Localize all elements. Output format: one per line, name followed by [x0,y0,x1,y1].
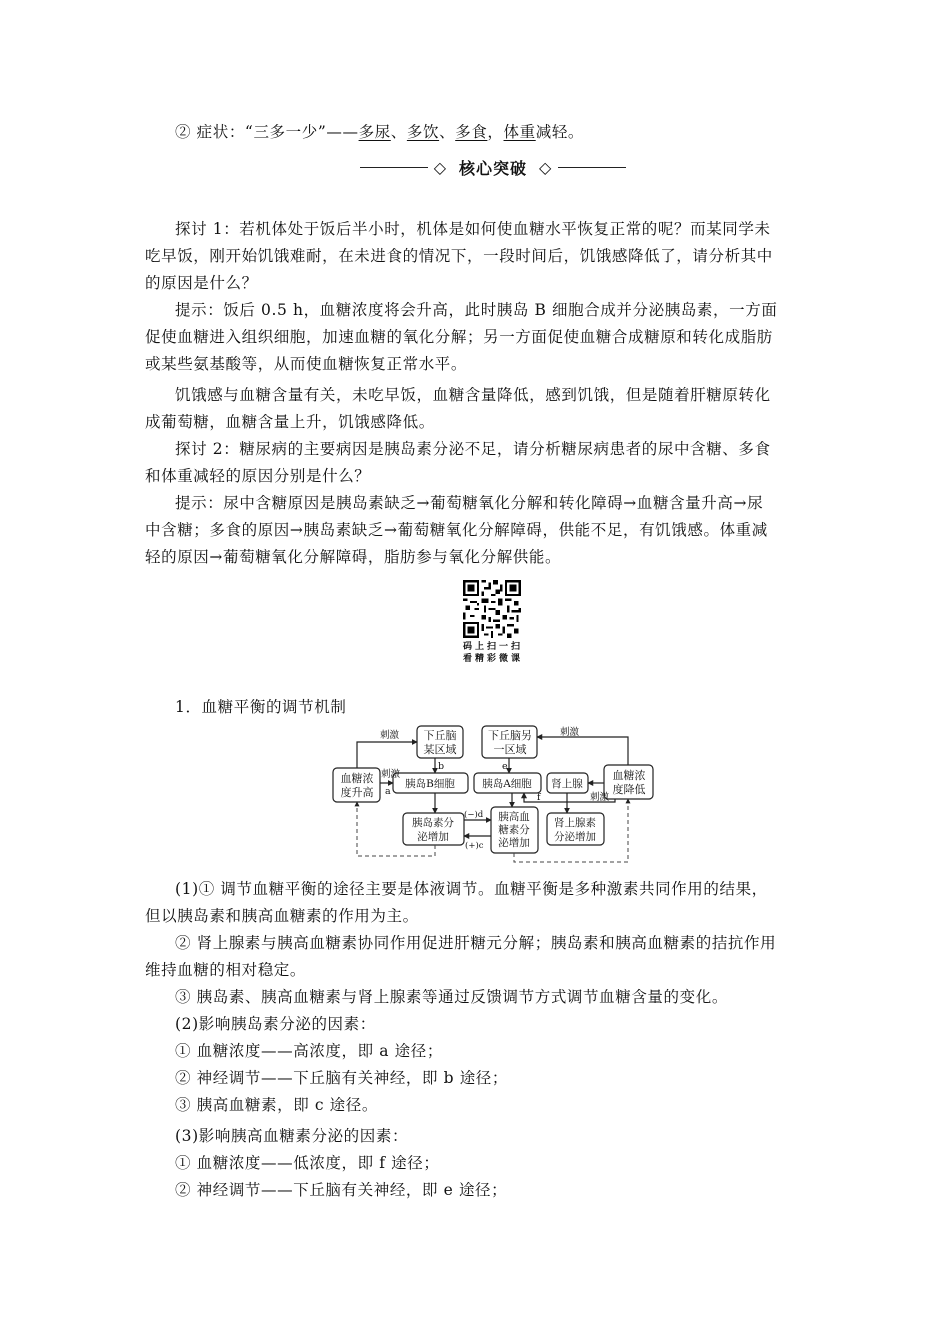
p3-title: (3)影响胰高血糖素分泌的因素： [175,1127,409,1145]
insulin-line2: 泌增加 [417,831,449,843]
hypo2-line2: 一区域 [493,743,527,756]
low-line2: 度降低 [612,783,646,796]
heading-rule-left [360,167,428,168]
hypo1-line2: 某区域 [423,743,457,756]
symptom-weight: 体重 [503,123,536,141]
hint2-line: 提示：尿中含糖原因是胰岛素缺乏→葡萄糖氧化分解和转化障碍→血糖含量升高→尿 [175,494,764,512]
arrow-stim-to-hypo2 [537,737,628,765]
hint1-line: 促使血糖进入组织细胞，加速血糖的氧化分解；另一方面促使血糖合成糖原和转化成脂肪 [145,328,773,346]
p3-item: ① 血糖浓度——低浓度，即 f 途径； [175,1154,440,1172]
p1-2-line: 维持血糖的相对稳定。 [145,961,307,979]
heading-rule-right [558,167,626,168]
stim-label-mid-left: 刺激 [381,769,401,780]
hint2-line: 轻的原因→葡萄糖氧化分解障碍，脂肪参与氧化分解供能。 [145,548,562,566]
heading-diamond-right: ◇ [539,157,553,177]
symptom-polyuria: 多尿 [358,123,391,141]
label-c: (+)c [465,841,484,851]
p3-item: ② 神经调节——下丘脑有关神经，即 e 途径； [175,1181,508,1199]
blood-glucose-regulation-diagram [330,722,660,867]
discussion1-line: 吃早饭，刚开始饥饿难耐，在未进食的情况下，一段时间后，饥饿感降低了，请分析其中 [145,247,773,265]
discussion2-line: 和体重减轻的原因分别是什么？ [145,467,371,485]
symptom-polydipsia: 多饮 [406,123,440,141]
glucagon-line3: 泌增加 [498,837,530,849]
point1-title: 1．血糖平衡的调节机制 [175,698,347,716]
glucagon-line2: 糖素分 [498,824,530,836]
hypo1-line1: 下丘脑 [423,729,457,742]
p2-item: ③ 胰高血糖素，即 c 途径。 [175,1096,378,1114]
separator: 、 [390,123,407,141]
bcell-label: 胰岛B细胞 [405,778,455,790]
section-heading [360,156,626,178]
stim-label-left: 刺激 [380,730,400,741]
p2-item: ② 神经调节——下丘脑有关神经，即 b 途径； [175,1069,509,1087]
separator: 、 [439,123,456,141]
label-b: b [438,761,445,772]
label-f: f [537,792,541,803]
hypo2-line1: 下丘脑另 [488,729,532,742]
p1-2-line: ② 肾上腺素与胰高血糖素协同作用促进肝糖元分解；胰岛素和胰高血糖素的拮抗作用 [175,934,777,952]
p2-item: ① 血糖浓度——高浓度，即 a 途径； [175,1042,443,1060]
symptom-polyphagia: 多食 [455,123,488,141]
p1-1-line: (1)① 调节血糖平衡的途径主要是体液调节。血糖平衡是多种激素共同作用的结果， [175,880,768,898]
label-a: a [385,786,391,797]
hint1b-line: 饥饿感与血糖含量有关，未吃早饭，血糖含量降低，感到饥饿，但是随着肝糖原转化 [175,386,771,404]
qr-code-icon[interactable] [463,580,521,638]
acell-label: 胰岛A细胞 [482,778,532,790]
hint1-line: 提示：饭后 0.5 h，血糖浓度将会升高，此时胰岛 B 细胞合成并分泌胰岛素，一方面 [175,301,778,319]
hint2-line: 中含糖；多食的原因→胰岛素缺乏→葡萄糖氧化分解障碍，供能不足，有饥饿感。体重减 [145,521,768,539]
separator: ， [487,123,504,141]
high-line1: 血糖浓 [340,772,374,785]
discussion1-line: 的原因是什么？ [145,274,258,292]
symptoms-line [175,122,813,142]
p2-title: (2)影响胰岛素分泌的因素： [175,1015,376,1033]
section-title: 核心突破 [459,158,528,178]
stim-label-right: 刺激 [590,792,610,803]
feedback-loop-insulin [357,802,435,856]
discussion1-line: 探讨 1：若机体处于饭后半小时，机体是如何使血糖水平恢复正常的呢？而某同学未 [175,220,771,238]
glucagon-line1: 胰高血 [498,811,530,823]
insulin-line1: 胰岛素分 [412,817,454,829]
arrow-stim-to-hypo1 [357,742,417,768]
epi-line1: 肾上腺素 [554,817,596,829]
p1-1-line: 但以胰岛素和胰高血糖素的作用为主。 [145,907,419,925]
p1-3-line: ③ 胰岛素、胰高血糖素与肾上腺素等通过反馈调节方式调节血糖含量的变化。 [175,988,728,1006]
hint1-line: 或某些氨基酸等，从而使血糖恢复正常水平。 [145,355,468,373]
label-e: e [502,761,508,772]
qr-caption-line: 看精彩微课 [462,654,523,664]
adrenal-label: 肾上腺 [551,778,583,790]
epi-line2: 分泌增加 [554,831,596,843]
hint1b-line: 成葡萄糖，血糖含量上升，饥饿感降低。 [145,413,435,431]
symptoms-suffix: 减轻。 [535,123,585,141]
label-d: (−)d [464,810,484,820]
low-line1: 血糖浓 [612,769,646,782]
discussion2-line: 探讨 2：糖尿病的主要病因是胰岛素分泌不足，请分析糖尿病患者的尿中含糖、多食 [175,440,771,458]
heading-diamond-left: ◇ [433,157,447,177]
stim-label-top-right: 刺激 [560,727,580,738]
high-line2: 度升高 [340,786,374,799]
symptoms-prefix: ② 症状：“三多一少”—— [175,123,359,141]
qr-caption-line: 码上扫一扫 [462,642,523,652]
